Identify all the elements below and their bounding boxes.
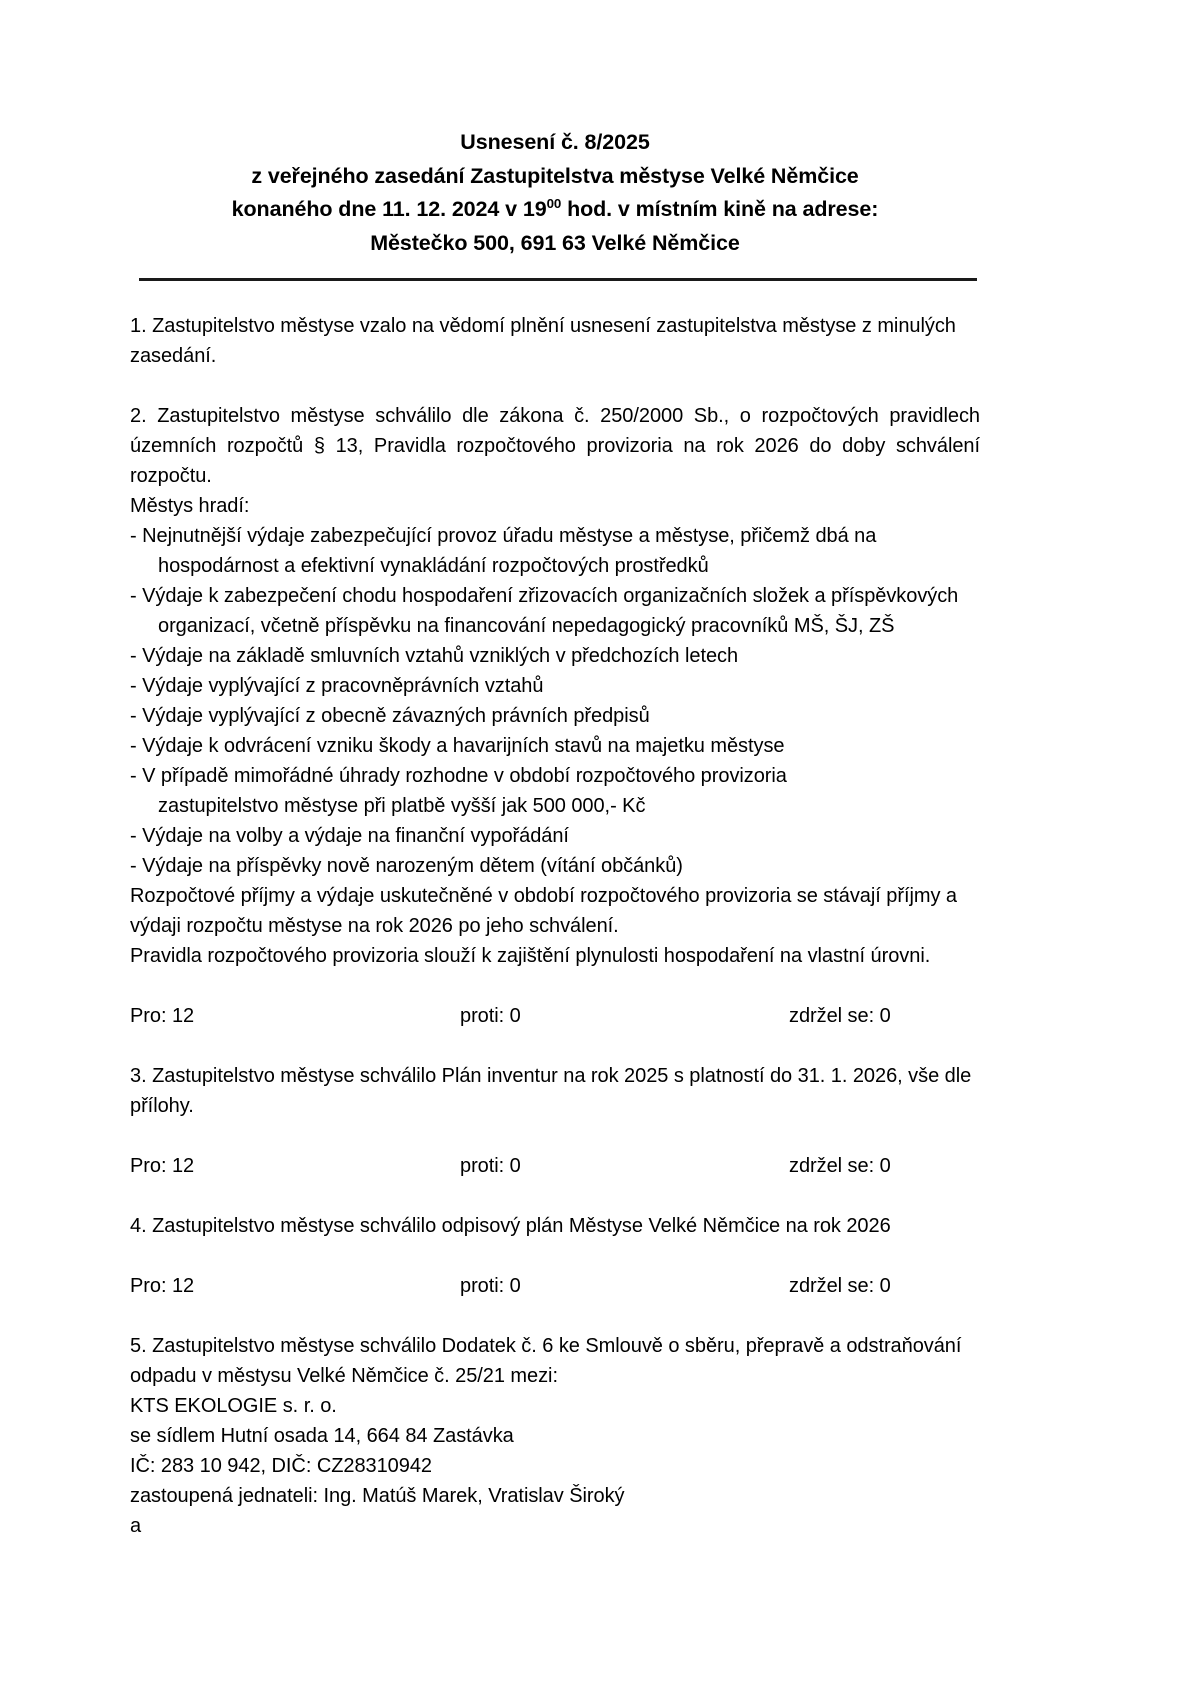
- item-5-conjunction: a: [130, 1515, 142, 1537]
- list-item-line-1: - Nejnutnější výdaje zabezpečující provoz úřadu městyse a městyse, přičemž dbá na: [130, 525, 877, 547]
- list-item: [130, 761, 980, 821]
- vote-abstained: zdržel se: 0: [789, 1275, 891, 1297]
- list-item-line-1: - V případě mimořádné úhrady rozhodne v období rozpočtového provizoria: [130, 765, 787, 787]
- list-item: [130, 581, 980, 641]
- vote-against: proti: 0: [460, 1275, 521, 1297]
- list-item: [130, 671, 980, 701]
- vote-for: Pro: 12: [130, 1005, 195, 1027]
- spacer: [130, 281, 980, 311]
- spacer: [130, 1031, 980, 1061]
- item-2-closing-2: Pravidla rozpočtového provizoria slouží k zajištění plynulosti hospodaření na vlastní úrovni.: [130, 945, 931, 967]
- vote-for: Pro: 12: [130, 1155, 195, 1177]
- list-item-line-2: zastupitelstvo městyse při platbě vyšší jak 500 000,- Kč: [158, 795, 646, 817]
- item-5-representatives: zastoupená jednateli: Ing. Matúš Marek, Vratislav Široký: [130, 1485, 625, 1507]
- vote-abstained: zdržel se: 0: [789, 1155, 891, 1177]
- list-item-line-2: organizací, včetně příspěvku na financování nepedagogický pracovníků MŠ, ŠJ, ZŠ: [158, 615, 895, 637]
- list-item-line-1: - Výdaje k zabezpečení chodu hospodaření zřizovacích organizačních složek a příspěvkových: [130, 585, 959, 607]
- vote-row-item-3: [130, 1151, 980, 1181]
- spacer: [130, 1301, 980, 1331]
- list-item: [130, 641, 980, 671]
- vote-row-item-2: [130, 1001, 980, 1031]
- item-2-bullet-list: [130, 521, 980, 881]
- spacer: [130, 971, 980, 1001]
- spacer: [130, 1241, 980, 1271]
- header-title-line-3: [130, 193, 980, 227]
- vote-against: proti: 0: [460, 1005, 521, 1027]
- header-title-line-4: Městečko 500, 691 63 Velké Němčice: [370, 230, 740, 255]
- header-title-line-2: z veřejného zasedání Zastupitelstva městyse Velké Němčice: [251, 163, 859, 188]
- vote-for: Pro: 12: [130, 1275, 195, 1297]
- list-item: [130, 821, 980, 851]
- item-5-company: KTS EKOLOGIE s. r. o.: [130, 1395, 337, 1417]
- resolution-item-3: 3. Zastupitelstvo městyse schválilo Plán inventur na rok 2025 s platností do 31. 1. 2026, vše dle přílohy.: [130, 1065, 972, 1117]
- list-item-line-1: - Výdaje vyplývající z obecně závazných právních předpisů: [130, 705, 650, 727]
- spacer: [130, 371, 980, 401]
- list-item-line-2: hospodárnost a efektivní vynakládání rozpočtových prostředků: [158, 555, 709, 577]
- list-item-line-1: - Výdaje k odvrácení vzniku škody a havarijních stavů na majetku městyse: [130, 735, 785, 757]
- document-header: [130, 0, 980, 260]
- list-item-line-1: - Výdaje na příspěvky nově narozeným dětem (vítání občánků): [130, 855, 683, 877]
- document-content: [130, 0, 980, 1541]
- item-5-address: se sídlem Hutní osada 14, 664 84 Zastávka: [130, 1425, 514, 1447]
- list-item-line-1: - Výdaje na základě smluvních vztahů vzniklých v předchozích letech: [130, 645, 739, 667]
- header-time-superscript: 00: [546, 195, 562, 211]
- header-line-3-prefix: konaného dne 11. 12. 2024 v 19: [231, 197, 547, 221]
- resolution-item-4: 4. Zastupitelstvo městyse schválilo odpisový plán Městyse Velké Němčice na rok 2026: [130, 1215, 891, 1237]
- item-2-closing-1: Rozpočtové příjmy a výdaje uskutečněné v období rozpočtového provizoria se stávají příjmy a výdaji rozpočtu městyse na rok 2026 po jeho schválení.: [130, 885, 957, 937]
- list-item: [130, 701, 980, 731]
- item-2-intro: Městys hradí:: [130, 495, 250, 517]
- resolution-item-1: 1. Zastupitelstvo městyse vzalo na vědomí plnění usnesení zastupitelstva městyse z minulých zasedání.: [130, 315, 956, 367]
- header-title-line-1: Usnesení č. 8/2025: [460, 130, 650, 154]
- spacer: [130, 1121, 980, 1151]
- list-item-line-1: - Výdaje vyplývající z pracovněprávních vztahů: [130, 675, 544, 697]
- document-body: [130, 281, 980, 1541]
- item-5-identifiers: IČ: 283 10 942, DIČ: CZ28310942: [130, 1455, 432, 1477]
- spacer: [130, 1181, 980, 1211]
- vote-abstained: zdržel se: 0: [789, 1005, 891, 1027]
- vote-against: proti: 0: [460, 1155, 521, 1177]
- list-item-line-1: - Výdaje na volby a výdaje na finanční vypořádání: [130, 825, 569, 847]
- list-item: [130, 731, 980, 761]
- list-item: [130, 521, 980, 581]
- resolution-item-5: 5. Zastupitelstvo městyse schválilo Dodatek č. 6 ke Smlouvě o sběru, přepravě a odstraňování odpadu v městysu Velké Němčice č. 25/21 mezi:: [130, 1335, 962, 1387]
- resolution-item-2: 2. Zastupitelstvo městyse schválilo dle zákona č. 250/2000 Sb., o rozpočtových pravidlech územních rozpočtů § 13, Pravidla rozpočtového provizoria na rok 2026 do doby schválení rozpočtu.: [130, 405, 980, 487]
- vote-row-item-4: [130, 1271, 980, 1301]
- header-line-3-suffix: hod. v místním kině na adrese:: [561, 197, 879, 221]
- list-item: [130, 851, 980, 881]
